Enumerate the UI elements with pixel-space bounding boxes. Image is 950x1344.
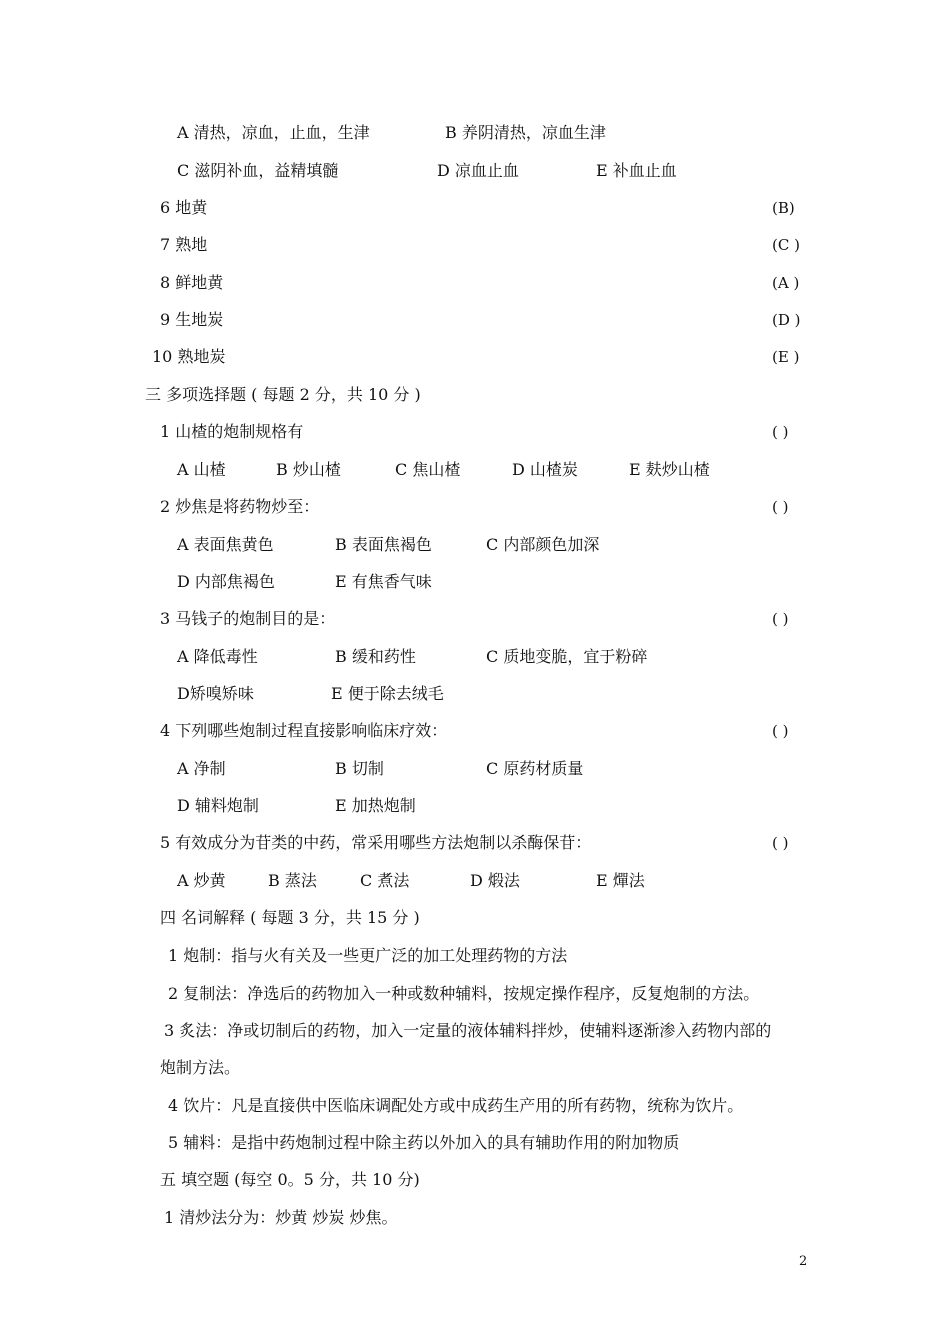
mc-answer-2: ( ) [772, 498, 789, 516]
answer-8: (A ) [772, 274, 800, 292]
page-number: 2 [799, 1254, 808, 1269]
mc2-option-c: C 内部颜色加深 [486, 535, 600, 554]
mc-question-4: 4 下列哪些炮制过程直接影响临床疗效： [160, 721, 448, 740]
mc5-option-d: D 煅法 [470, 871, 520, 890]
mc2-option-e: E 有焦香气味 [335, 572, 432, 591]
option-c: C 滋阴补血，益精填髓 [177, 161, 339, 180]
mc-answer-4: ( ) [772, 722, 789, 740]
mc1-option-a: A 山楂 [177, 460, 226, 479]
mc4-option-c: C 原药材质量 [486, 759, 584, 778]
answer-6: (B) [772, 199, 795, 217]
mc5-option-e: E 燀法 [596, 871, 645, 890]
mc5-option-c: C 煮法 [360, 871, 410, 890]
option-a: A 清热，凉血，止血，生津 [177, 123, 370, 142]
term-5: 5 辅料：是指中药炮制过程中除主药以外加入的具有辅助作用的附加物质 [168, 1133, 680, 1152]
mc3-option-b: B 缓和药性 [335, 647, 416, 666]
section-5-heading: 五 填空题 (每空 0。5 分，共 10 分) [160, 1170, 420, 1189]
question-6: 6 地黄 [160, 198, 208, 217]
option-e: E 补血止血 [596, 161, 677, 180]
mc4-option-e: E 加热炮制 [335, 796, 416, 815]
mc-answer-1: ( ) [772, 423, 789, 441]
question-7: 7 熟地 [160, 235, 208, 254]
answer-10: (E ) [772, 348, 800, 366]
answer-9: (D ) [772, 311, 801, 329]
mc3-option-e: E 便于除去绒毛 [331, 684, 444, 703]
term-1: 1 炮制：指与火有关及一些更广泛的加工处理药物的方法 [168, 946, 568, 965]
mc3-option-a: A 降低毒性 [177, 647, 258, 666]
mc2-option-d: D 内部焦褐色 [177, 572, 275, 591]
mc2-option-b: B 表面焦褐色 [335, 535, 432, 554]
mc3-option-c: C 质地变脆，宜于粉碎 [486, 647, 648, 666]
mc1-option-c: C 焦山楂 [395, 460, 461, 479]
mc-answer-5: ( ) [772, 834, 789, 852]
section-3-heading: 三 多项选择题 ( 每题 2 分，共 10 分 ) [145, 385, 421, 404]
term-2: 2 复制法：净选后的药物加入一种或数种辅料，按规定操作程序，反复炮制的方法。 [168, 984, 760, 1003]
mc5-option-a: A 炒黄 [177, 871, 226, 890]
mc5-option-b: B 蒸法 [268, 871, 317, 890]
mc2-option-a: A 表面焦黄色 [177, 535, 274, 554]
mc3-option-d: D矫嗅矫味 [177, 684, 254, 703]
term-4: 4 饮片：凡是直接供中医临床调配处方或中成药生产用的所有药物，统称为饮片。 [168, 1096, 744, 1115]
term-3-continued: 炮制方法。 [160, 1058, 241, 1077]
mc-answer-3: ( ) [772, 610, 789, 628]
mc-question-3: 3 马钱子的炮制目的是： [160, 609, 336, 628]
option-d: D 凉血止血 [437, 161, 519, 180]
mc-question-2: 2 炒焦是将药物炒至： [160, 497, 320, 516]
mc4-option-d: D 辅料炮制 [177, 796, 259, 815]
option-b: B 养阴清热，凉血生津 [445, 123, 606, 142]
term-3: 3 炙法：净或切制后的药物，加入一定量的液体辅料拌炒，使辅料逐渐渗入药物内部的 [164, 1021, 772, 1040]
mc4-option-a: A 净制 [177, 759, 226, 778]
question-8: 8 鲜地黄 [160, 273, 224, 292]
mc1-option-b: B 炒山楂 [276, 460, 341, 479]
answer-7: (C ) [772, 236, 800, 254]
mc1-option-e: E 麸炒山楂 [629, 460, 710, 479]
question-9: 9 生地炭 [160, 310, 224, 329]
mc1-option-d: D 山楂炭 [512, 460, 578, 479]
section-4-heading: 四 名词解释 ( 每题 3 分，共 15 分 ) [160, 908, 420, 927]
question-10: 10 熟地炭 [152, 347, 226, 366]
mc-question-5: 5 有效成分为苷类的中药，常采用哪些方法炮制以杀酶保苷： [160, 833, 592, 852]
mc-question-1: 1 山楂的炮制规格有 [160, 422, 304, 441]
fill-blank-1: 1 清炒法分为：炒黄 炒炭 炒焦。 [164, 1208, 398, 1227]
mc4-option-b: B 切制 [335, 759, 384, 778]
